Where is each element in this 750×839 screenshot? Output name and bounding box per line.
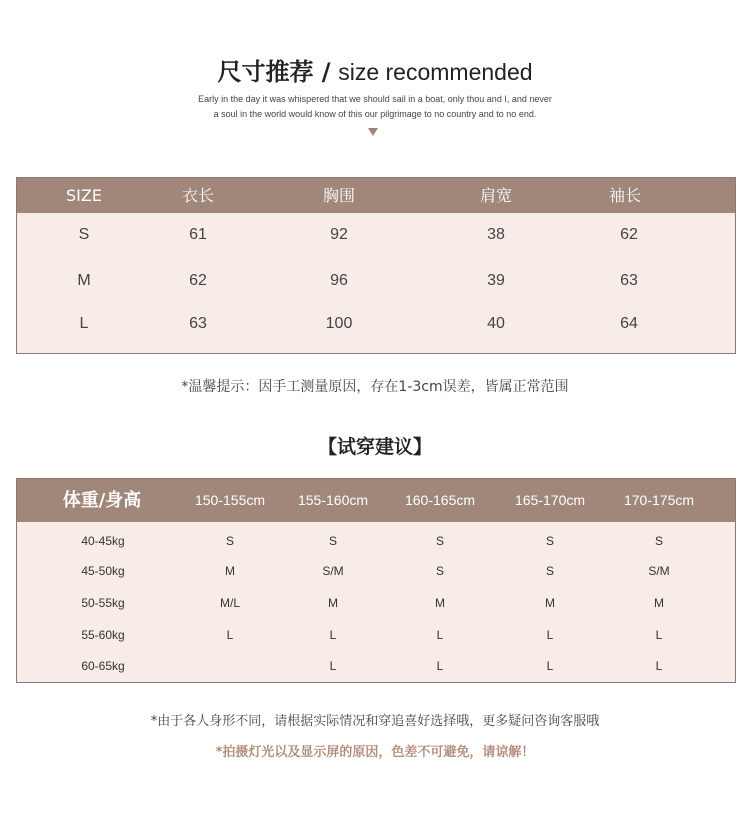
title-english: size recommended [338, 59, 533, 85]
header-height-5: 170-175cm [623, 492, 695, 508]
subtitle-line-2: a soul in the world would know of this our pilgrimage to no country and to no end. [213, 109, 537, 119]
cell-shoulder: 38 [487, 226, 505, 243]
cell-shoulder: 39 [487, 272, 505, 289]
cell-fit: M [225, 564, 235, 578]
cell-fit: L [329, 628, 337, 642]
header-weight-height: 体重/身高 [62, 490, 142, 511]
header-height-2: 155-160cm [297, 492, 369, 508]
cell-length: 62 [189, 272, 207, 289]
fit-table-header [17, 479, 735, 522]
cell-fit: L [546, 628, 554, 642]
table-row [17, 654, 735, 678]
fit-heading: 【试穿建议】 [317, 436, 432, 458]
cell-fit: L [226, 628, 234, 642]
cell-chest: 100 [325, 315, 353, 332]
cell-weight: 45-50kg [81, 564, 125, 578]
page-title [0, 52, 750, 87]
table-row [17, 529, 735, 553]
cell-fit: S/M [648, 564, 670, 578]
cell-sleeve: 62 [620, 226, 638, 243]
cell-fit: S [545, 564, 555, 578]
cell-size: M [77, 272, 91, 289]
cell-fit: M [328, 596, 338, 610]
cell-fit: S [328, 534, 338, 548]
table-row [17, 591, 735, 615]
cell-fit: L [655, 659, 663, 673]
header-shoulder: 肩宽 [479, 186, 513, 205]
size-table [16, 177, 736, 354]
cell-fit: S [225, 534, 235, 548]
cell-length: 61 [189, 226, 207, 243]
cell-sleeve: 63 [620, 272, 638, 289]
cell-fit: M [435, 596, 445, 610]
cell-weight: 50-55kg [81, 596, 125, 610]
table-row [17, 220, 735, 250]
cell-fit: L [546, 659, 554, 673]
header-height-4: 165-170cm [514, 492, 586, 508]
title-chinese: 尺寸推荐 / [217, 58, 331, 86]
cell-weight: 60-65kg [81, 659, 125, 673]
cell-fit: S [545, 534, 555, 548]
cell-fit: S/M [322, 564, 344, 578]
cell-fit: L [436, 659, 444, 673]
table-row [17, 309, 735, 339]
header-chest: 胸围 [322, 186, 356, 205]
header-size: SIZE [66, 186, 102, 205]
table-row [17, 559, 735, 583]
header-sleeve: 袖长 [608, 186, 642, 205]
header-length: 衣长 [181, 186, 215, 205]
fit-advice-note: *由于各人身形不同，请根据实际情况和穿追喜好选择哦，更多疑问咨询客服哦 [150, 714, 600, 729]
cell-fit: S [654, 534, 664, 548]
cell-length: 63 [189, 315, 207, 332]
cell-fit: L [655, 628, 663, 642]
cell-size: L [79, 315, 89, 332]
cell-fit: M/L [219, 596, 241, 610]
header-height-3: 160-165cm [404, 492, 476, 508]
down-arrow-icon [368, 128, 378, 136]
cell-fit: L [329, 659, 337, 673]
cell-chest: 96 [330, 272, 348, 289]
cell-fit: M [545, 596, 555, 610]
fit-table [16, 478, 736, 683]
subtitle [0, 92, 750, 122]
size-table-header [17, 178, 735, 213]
cell-chest: 92 [330, 226, 348, 243]
table-row [17, 266, 735, 296]
cell-fit: L [436, 628, 444, 642]
cell-weight: 40-45kg [81, 534, 125, 548]
measurement-note: *温馨提示：因手工测量原因，存在1-3cm误差，皆属正常范围 [181, 379, 569, 395]
header-height-1: 150-155cm [194, 492, 266, 508]
table-row [17, 623, 735, 647]
cell-shoulder: 40 [487, 315, 505, 332]
cell-size: S [78, 226, 90, 243]
cell-fit: S [435, 564, 445, 578]
cell-sleeve: 64 [620, 315, 638, 332]
cell-fit: S [435, 534, 445, 548]
color-disclaimer-note: *拍摄灯光以及显示屏的原因，色差不可避免，请谅解！ [215, 745, 535, 760]
cell-fit: M [654, 596, 664, 610]
subtitle-line-1: Early in the day it was whispered that we should sail in a boat, only thou and I, and never [198, 94, 552, 104]
cell-weight: 55-60kg [81, 628, 125, 642]
